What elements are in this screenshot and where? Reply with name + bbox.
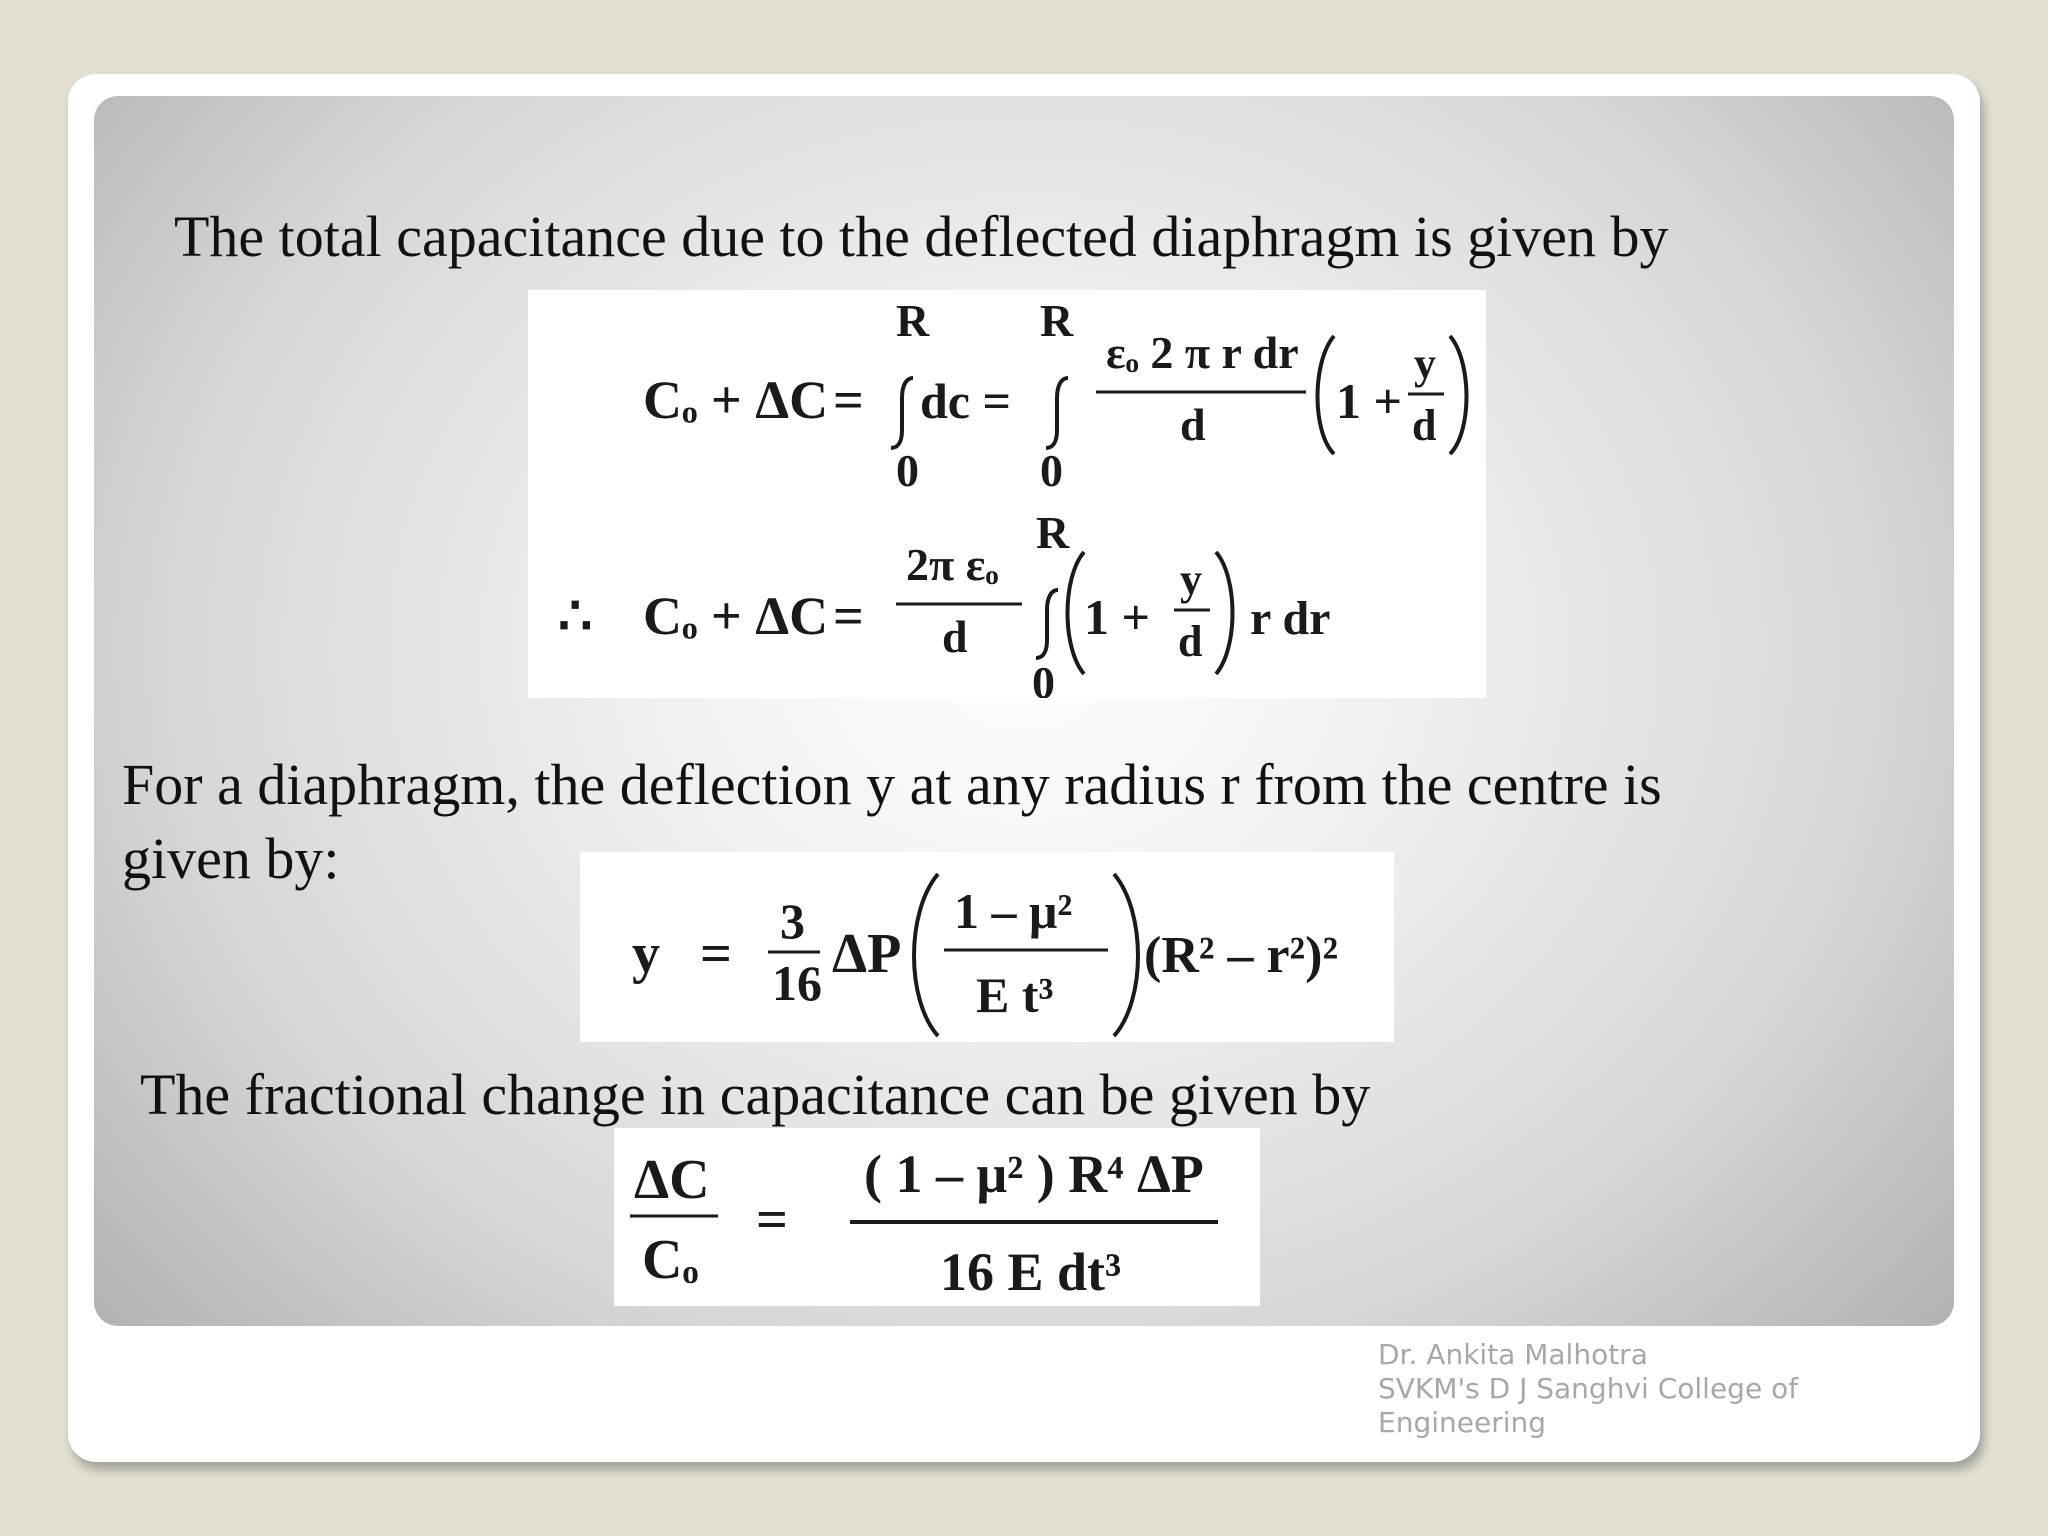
capacitance-equations <box>528 290 1486 698</box>
fractional-change-equation <box>614 1128 1260 1306</box>
left-paren <box>1068 552 1085 674</box>
eq4-lhs-num: ΔC <box>634 1149 710 1211</box>
right-paren <box>1450 336 1467 454</box>
eq4-rhs-den: 16 E dt³ <box>940 1242 1122 1302</box>
right-paren <box>1114 874 1138 1036</box>
eq4-equals: = <box>756 1189 788 1251</box>
eq2-d: d <box>1178 617 1203 666</box>
eq3-frac-den: E t³ <box>976 967 1054 1023</box>
capacitance-equations-box <box>528 290 1486 698</box>
eq1-upper1: R <box>896 295 930 346</box>
eq1-integrand: dc = <box>920 373 1011 429</box>
eq3-frac-num: 1 – μ² <box>954 883 1073 939</box>
footer-institution-line2: Engineering <box>1378 1406 1546 1439</box>
eq3-tail: (R² – r²)² <box>1144 927 1339 984</box>
deflection-text-line1: For a diaphragm, the deflection y at any radius r from the centre is <box>122 752 1662 817</box>
eq1-paren-text: 1 + <box>1336 373 1402 429</box>
eq2-paren-text: 1 + <box>1084 589 1150 645</box>
deflection-text-line2: given by: <box>122 826 340 891</box>
eq1-d: d <box>1412 401 1437 450</box>
eq2-therefore: ∴ <box>558 586 593 646</box>
eq1-equals: = <box>833 370 864 430</box>
deflection-equation <box>580 852 1394 1042</box>
slide-footer <box>1378 1338 1898 1440</box>
fractional-change-equation-box <box>614 1128 1260 1306</box>
eq3-coef-den: 16 <box>772 955 822 1011</box>
left-paren <box>1318 336 1335 454</box>
eq4-rhs-num: ( 1 – μ² ) R⁴ ΔP <box>864 1144 1204 1204</box>
right-paren <box>1216 552 1233 674</box>
eq2-tail: r dr <box>1250 592 1331 645</box>
eq3-lhs: y <box>632 923 660 985</box>
intro-text: The total capacitance due to the deflected diaphragm is given by <box>174 204 1669 269</box>
deflection-equation-box <box>580 852 1394 1042</box>
footer-author: Dr. Ankita Malhotra <box>1378 1338 1648 1371</box>
left-paren <box>914 874 938 1036</box>
integral-sign <box>1046 378 1068 448</box>
eq2-lhs: Cₒ + ΔC <box>643 586 829 646</box>
footer-institution-line1: SVKM's D J Sanghvi College of <box>1378 1372 1799 1405</box>
eq2-equals: = <box>833 586 864 646</box>
fraction-text: The fractional change in capacitance can be given by <box>140 1062 1371 1127</box>
eq1-numerator: εₒ 2 π r dr <box>1106 327 1299 378</box>
eq3-equals: = <box>700 923 732 985</box>
eq3-delta-p: ΔP <box>832 923 902 985</box>
eq3-coef-num: 3 <box>780 893 805 949</box>
eq2-y: y <box>1180 555 1202 604</box>
eq2-lower: 0 <box>1032 657 1055 698</box>
eq4-lhs-den: Cₒ <box>642 1229 699 1291</box>
integral-sign <box>1036 590 1058 658</box>
eq1-denominator: d <box>1180 399 1206 450</box>
eq2-numerator: 2π εₒ <box>906 539 999 590</box>
integral-sign <box>891 378 913 448</box>
eq1-lower2: 0 <box>1040 445 1063 496</box>
eq2-upper: R <box>1036 507 1070 558</box>
eq1-lower1: 0 <box>896 445 919 496</box>
eq1-y: y <box>1414 339 1436 388</box>
eq1-lhs: Cₒ + ΔC <box>643 370 829 430</box>
eq2-denominator: d <box>942 611 968 662</box>
eq1-upper2: R <box>1040 295 1074 346</box>
